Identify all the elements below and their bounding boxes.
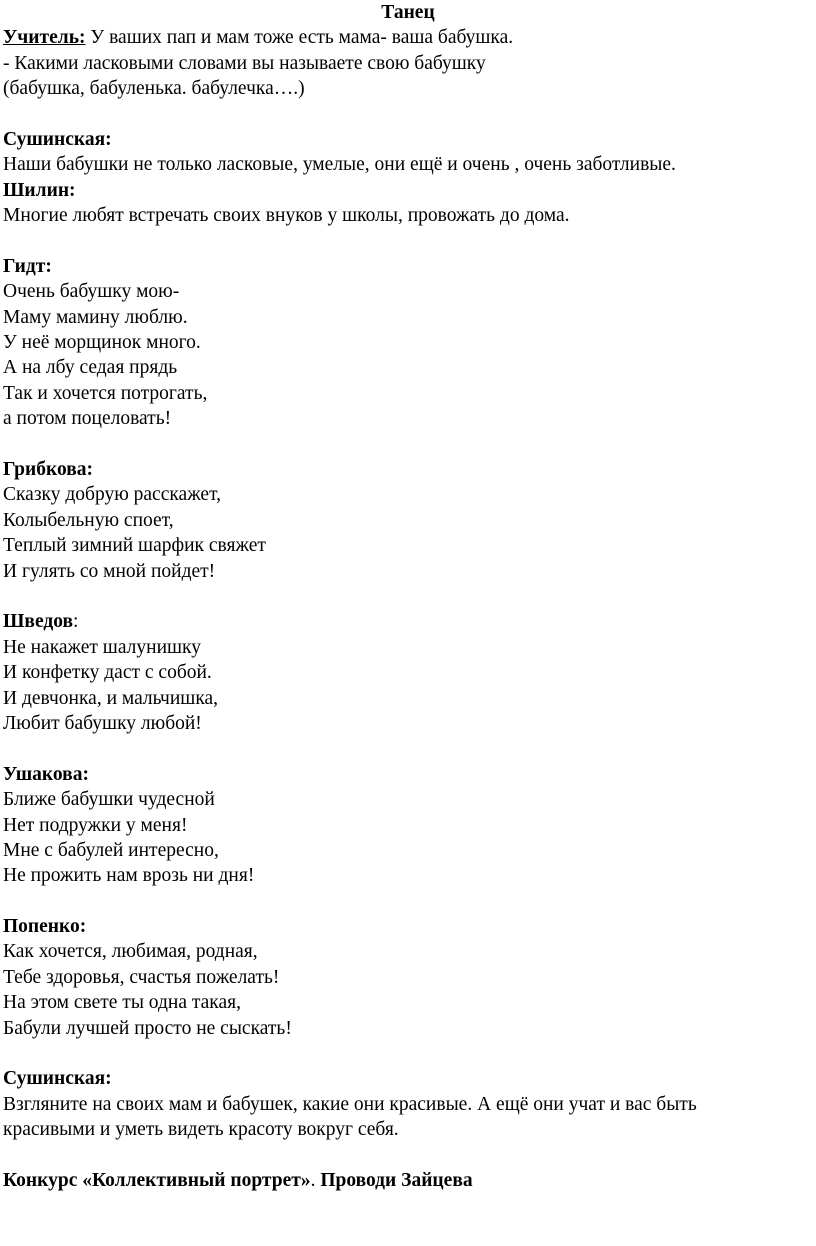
poem-line: Бабули лучшей просто не сыскать! xyxy=(3,1017,292,1039)
poem-line: Мне с бабулей интересно, xyxy=(3,839,219,861)
sushinskaya-2-line-2: красивыми и уметь видеть красоту вокруг себя. xyxy=(3,1119,399,1141)
contest-host: Проводи Зайцева xyxy=(320,1169,473,1191)
poem-line: И девчонка, и мальчишка, xyxy=(3,687,219,709)
sushinskaya-1-text: Наши бабушки не только ласковые, умелые, они ещё и очень , очень заботливые. xyxy=(3,154,676,176)
speaker-ushakova: Ушакова: xyxy=(3,763,89,785)
speaker-teacher: Учитель: xyxy=(3,27,86,49)
poem-line: Так и хочется потрогать, xyxy=(3,382,208,404)
poem-line: Не прожить нам врозь ни дня! xyxy=(3,865,255,887)
poem-line: Маму мамину люблю. xyxy=(3,306,188,328)
poem-line: А на лбу седая прядь xyxy=(3,357,178,379)
document-page xyxy=(3,0,803,1193)
poem-line: Сказку добрую расскажет, xyxy=(3,484,221,506)
poem-line: Теплый зимний шарфик свяжет xyxy=(3,535,266,557)
poem-line: Ближе бабушки чудесной xyxy=(3,789,215,811)
poem-line: У неё морщинок много. xyxy=(3,332,201,354)
poem-line: Не накажет шалунишку xyxy=(3,636,201,658)
speaker-gidt: Гидт: xyxy=(3,255,52,277)
poem-line: И гулять со мной пойдет! xyxy=(3,560,216,582)
speaker-shilin: Шилин: xyxy=(3,179,76,201)
poem-line: а потом поцеловать! xyxy=(3,408,172,430)
intro-line-1 xyxy=(3,25,803,50)
poem-line: Как хочется, любимая, родная, xyxy=(3,941,258,963)
poem-line: Любит бабушку любой! xyxy=(3,712,202,734)
contest-line xyxy=(3,1168,803,1193)
poem-line: Очень бабушку мою- xyxy=(3,281,180,303)
intro-text: У ваших пап и мам тоже есть мама- ваша бабушка. xyxy=(85,27,514,49)
contest-title: Конкурс «Коллективный портрет» xyxy=(3,1169,311,1191)
poem-line: На этом свете ты одна такая, xyxy=(3,992,241,1014)
intro-line-2: - Какими ласковыми словами вы называете свою бабушку xyxy=(3,52,486,74)
document-title: Танец xyxy=(381,2,435,23)
speaker-sushinskaya-2: Сушинская: xyxy=(3,1068,112,1090)
speaker-gribkova: Грибкова: xyxy=(3,459,94,481)
intro-line-3: (бабушка, бабуленька. бабулечка….) xyxy=(3,78,305,100)
contest-separator: . xyxy=(310,1169,321,1191)
speaker-popenko: Попенко: xyxy=(3,916,87,938)
speaker-shvedov-line xyxy=(3,609,803,634)
speaker-sushinskaya-1: Сушинская: xyxy=(3,128,112,150)
poem-line: Колыбельную споет, xyxy=(3,509,174,531)
poem-line: И конфетку даст с собой. xyxy=(3,662,212,684)
shilin-text: Многие любят встречать своих внуков у школы, провожать до дома. xyxy=(3,205,570,227)
speaker-shvedov: Шведов xyxy=(3,611,74,633)
sushinskaya-2-line-1: Взгляните на своих мам и бабушек, какие они красивые. А ещё они учат и вас быть xyxy=(3,1093,697,1115)
shvedov-colon: : xyxy=(73,611,79,633)
poem-line: Нет подружки у меня! xyxy=(3,814,188,836)
poem-line: Тебе здоровья, счастья пожелать! xyxy=(3,966,280,988)
